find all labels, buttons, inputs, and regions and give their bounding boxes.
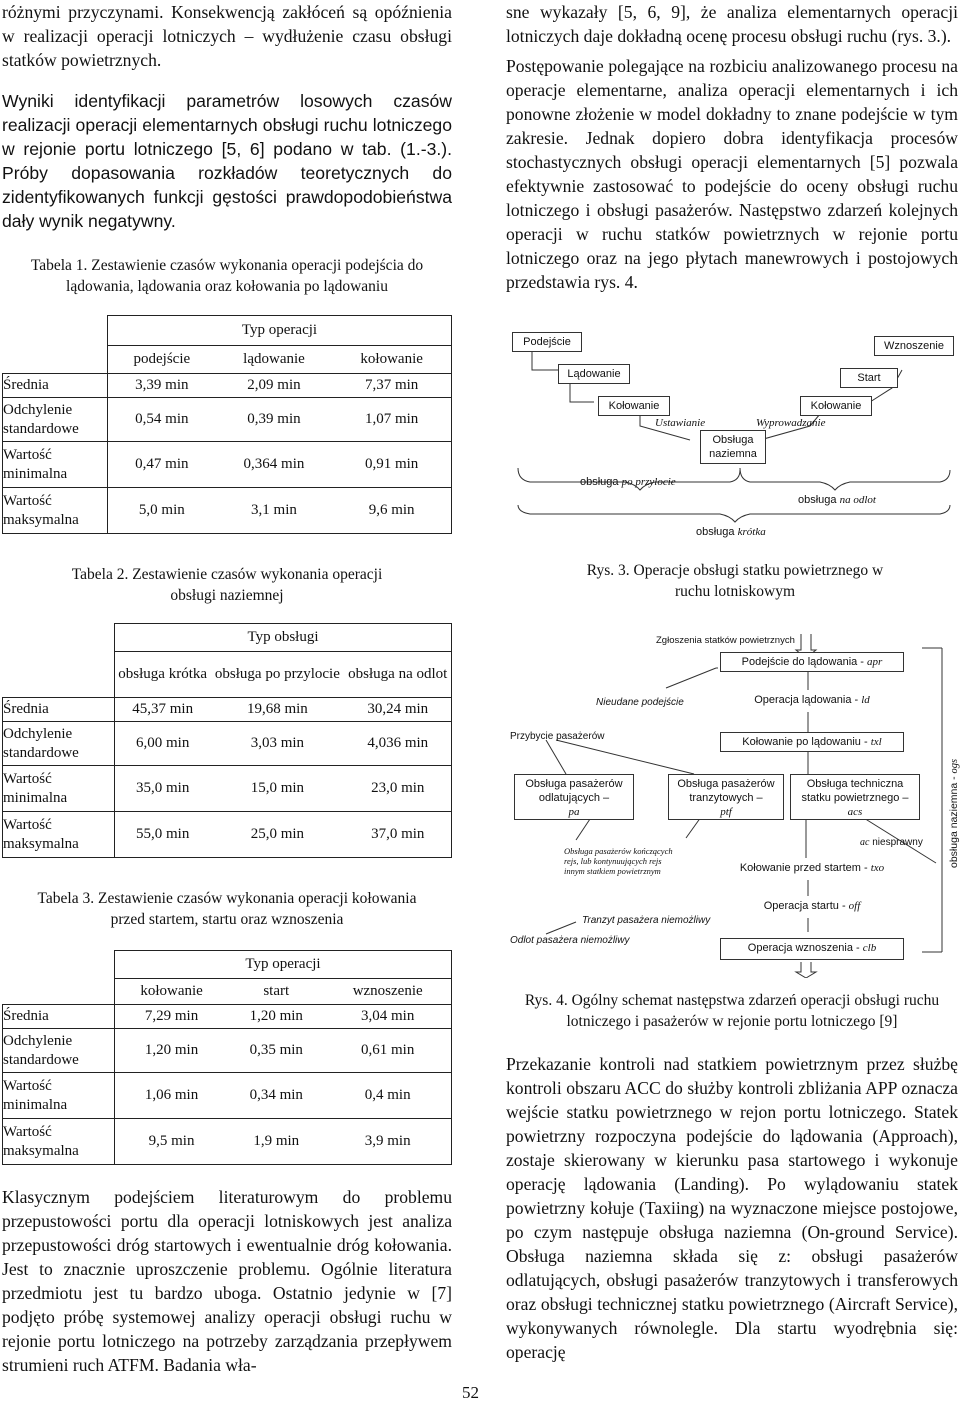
diagram-label-na-odlot: obsługa na odlot [798, 494, 876, 506]
table-row [3, 374, 452, 398]
figure-4-diagram [506, 628, 960, 978]
cell: 23,0 min [344, 766, 451, 812]
column-header: kołowanie [115, 979, 229, 1005]
data-table [2, 623, 452, 858]
cell: 1,20 min [115, 1029, 229, 1073]
paragraph [2, 89, 452, 233]
diagram-label-krotka: obsługa krótka [696, 526, 766, 538]
paragraph-sans: Wyniki identyfikacji parametrów losowych czasów realizacji operacji elementarnych obsługi ruchu lotniczego w rejonie portu lotniczego [5, 6] podano w tab. (1.-3.). [2, 91, 452, 159]
cell: 0,35 min [228, 1029, 324, 1073]
cell: 55,0 min [115, 812, 211, 858]
diagram-label-ac-niesprawny: ac niesprawny [860, 837, 923, 848]
cell: 0,4 min [324, 1073, 451, 1119]
diagram-box-taxi-in: Kołowanie po lądowaniu - txl [720, 732, 904, 752]
paragraph: sne wykazały [5, 6, 9], że analiza elementarnych operacji lotniczych daje dokładną ocenę procesu obsługi ruchu (rys. 3.). [506, 2, 958, 46]
cell: 1,06 min [115, 1073, 229, 1119]
data-table [2, 315, 452, 534]
diagram-label-ustawianie: Ustawianie [655, 417, 706, 429]
cell: 35,0 min [115, 766, 211, 812]
diagram-label-zgloszenia: Zgłoszenia statków powietrznych [656, 635, 795, 646]
cell: 0,364 min [216, 442, 333, 488]
cell: 1,9 min [228, 1119, 324, 1165]
cell: 3,04 min [324, 1005, 451, 1029]
table-row [3, 1119, 452, 1165]
diagram-box-transit-pax: Obsługa pasażerów tranzytowych – ptf [668, 774, 784, 820]
cell: 45,37 min [115, 698, 211, 722]
cell: 0,47 min [108, 442, 216, 488]
row-label: Wartość maksymalna [3, 812, 115, 858]
cell: 19,68 min [210, 698, 344, 722]
row-label: Odchylenie standardowe [3, 722, 115, 766]
diagram-label-tranzyt: Tranzyt pasażera niemożliwy [582, 915, 711, 926]
diagram-box-departing-pax: Obsługa pasażerów odlatujących – pa [514, 774, 634, 820]
diagram-box-ladowanie: Lądowanie [558, 364, 630, 384]
diagram-box-aircraft-service: Obsługa techniczna statku powietrznego – acs [790, 774, 920, 820]
paragraph-sans: Próby dopasowania rozkładów teoretycznych do zidentyfikowanych funkcji gęstości prawdopodobieństwa dały wynik negatywny. [2, 163, 452, 231]
table-group-header: Typ operacji [115, 951, 452, 979]
diagram-label-przybycie: Przybycie pasażerów [510, 731, 605, 742]
cell: 9,6 min [332, 488, 451, 534]
cell: 6,00 min [115, 722, 211, 766]
paragraph: Przekazanie kontroli nad statkiem powietrznym przez służbę kontroli obszaru ACC do służby kontroli zbliżania APP oznacza wejście statku powietrznego w rejon portu lotniczego. Statek powietrzny rozpoczyna podejście do lądowania (Approach), zostaje skierowany w kierunku pasa startowego i wykonuje operację lądowania (Landing). Po wylądowaniu statek powietrzny kołuje (Taxiing) na wyznaczone miejsce postojowe, po czym następuje obsługa naziemna (On-ground Service). Obsługa naziemna składa się z: obsługi pasażerów odlatujących, obsługi pasażerów tranzytowych i transferowych oraz obsługi technicznej statku powietrznego (Aircraft Service), wykonywanych równolegle. Dla startu wyodrębnia się: operację [506, 1054, 958, 1362]
cell: 1,07 min [332, 398, 451, 442]
column-header: lądowanie [216, 346, 333, 374]
table-row [3, 1029, 452, 1073]
table-row [3, 1073, 452, 1119]
right-column-lower [506, 1052, 958, 1364]
table-row [3, 812, 452, 858]
cell: 2,09 min [216, 374, 333, 398]
figure-caption: Rys. 3. Operacje obsługi statku powietrznego w ruchu lotniskowym [586, 562, 884, 600]
column-header: podejście [108, 346, 216, 374]
diagram-label-po-przylocie: obsługa po przylocie [580, 476, 676, 488]
diagram-box-landing: Operacja lądowania - ld [720, 690, 904, 712]
row-label: Wartość minimalna [3, 1073, 115, 1119]
diagram-box-taxi-out: Kołowanie przed startem - txo [720, 858, 904, 880]
cell: 0,54 min [108, 398, 216, 442]
cell: 0,91 min [332, 442, 451, 488]
table-caption: Tabela 3. Zestawienie czasów wykonania operacji kołowania przed startem, startu oraz wznoszenia [37, 890, 417, 928]
table-group-header: Typ obsługi [115, 624, 452, 652]
paragraph: różnymi przyczynami. Konsekwencją zakłóceń są opóźnienia w realizacji operacji lotniczych – wydłużenie czasu obsługi statków powietrznych. [2, 2, 452, 70]
cell: 3,9 min [324, 1119, 451, 1165]
figure-caption: Rys. 4. Ogólny schemat następstwa zdarzeń operacji obsługi ruchu lotniczego i pasażerów w rejonie portu lotniczego [9] [524, 992, 940, 1030]
diagram-box-approach: Podejście do lądowania - apr [720, 652, 904, 672]
diagram-box-podejscie: Podejście [512, 332, 582, 352]
cell: 3,39 min [108, 374, 216, 398]
cell: 4,036 min [344, 722, 451, 766]
cell: 0,39 min [216, 398, 333, 442]
cell: 0,61 min [324, 1029, 451, 1073]
diagram-box-climb: Operacja wznoszenia - clb [720, 938, 904, 960]
row-label: Wartość maksymalna [3, 1119, 115, 1165]
cell: 3,1 min [216, 488, 333, 534]
cell: 25,0 min [210, 812, 344, 858]
cell: 30,24 min [344, 698, 451, 722]
diagram-box-kolowanie-start: Kołowanie [800, 396, 872, 416]
column-header: obsługa krótka [115, 652, 211, 698]
diagram-label-nieudane: Nieudane podejście [596, 697, 684, 708]
table-row [3, 766, 452, 812]
column-header: obsługa na odlot [344, 652, 451, 698]
cell: 7,29 min [115, 1005, 229, 1029]
diagram-label-obsluga-naziemna: obsługa naziemna - ogs [948, 758, 960, 868]
cell: 5,0 min [108, 488, 216, 534]
diagram-label-odlot: Odlot pasażera niemożliwy [510, 935, 630, 946]
table-row [3, 442, 452, 488]
cell: 7,37 min [332, 374, 451, 398]
diagram-box-wznoszenie: Wznoszenie [874, 336, 954, 356]
diagram-label-wyprowadzanie: Wyprowadzanie [756, 417, 826, 429]
left-column [2, 0, 452, 1377]
diagram-label-konczacych: Obsługa pasażerów kończących rejs, lub kontynuujących rejs innym statkiem powietrznym [564, 846, 673, 876]
row-label: Wartość minimalna [3, 766, 115, 812]
table-row [3, 722, 452, 766]
diagram-box-takeoff: Operacja startu - off [720, 896, 904, 918]
row-label: Odchylenie standardowe [3, 1029, 115, 1073]
table-row [3, 1005, 452, 1029]
cell: 0,34 min [228, 1073, 324, 1119]
column-header: start [228, 979, 324, 1005]
column-header: obsługa po przylocie [210, 652, 344, 698]
table-row [3, 398, 452, 442]
table-caption: Tabela 2. Zestawienie czasów wykonania operacji obsługi naziemnej [71, 566, 383, 604]
column-header: wznoszenie [324, 979, 451, 1005]
diagram-box-start: Start [840, 368, 898, 388]
paragraph: Postępowanie polegające na rozbiciu analizowanego procesu na operacje elementarne, analiza operacji elementarnych i ich ponowne złożenie w model dokładny to znane podejście w tym zakresie. Jednak dopiero dobra identyfikacja procesów stochastycznych obsługi operacji elementarnych [5] pozwala efektywnie zastosować to podejście do oceny obsługi ruchu lotniczego i obsługi pasażerów. Następstwo zdarzeń kolejnych operacji w ruchu statków powietrznych w rejonie portu lotniczego oraz na jego płytach manewrowych i postojowych przedstawia rys. 4. [506, 56, 958, 292]
paragraph: Klasycznym podejściem literaturowym do problemu przepustowości portu dla operacji lotniskowych jest analiza przepustowości dróg startowych i ewentualnie dróg kołowania. Jest to znacznie uproszczenie problemu. Ogólnie literatura przedmiotu jest tu bardzo uboga. Ostatnio jedynie w [7] podjęto próbę systemowej analizy operacji obsługi ruchu w rejonie portu lotniczego na potrzeby zarządzania przepływem strumieni ruch ATFM. Badania wła- [2, 1187, 452, 1375]
cell: 9,5 min [115, 1119, 229, 1165]
row-label: Wartość minimalna [3, 442, 108, 488]
row-label: Wartość maksymalna [3, 488, 108, 534]
table-row [3, 488, 452, 534]
data-table [2, 950, 452, 1165]
diagram-box-kolowanie: Kołowanie [598, 396, 670, 416]
row-label: Średnia [3, 374, 108, 398]
diagram-box-obsluga-naziemna: Obsługa naziemna [700, 430, 766, 464]
row-label: Średnia [3, 1005, 115, 1029]
page-number: 52 [462, 1383, 479, 1402]
column-header: kołowanie [332, 346, 451, 374]
row-label: Odchylenie standardowe [3, 398, 108, 442]
row-label: Średnia [3, 698, 115, 722]
table-row [3, 698, 452, 722]
table-caption: Tabela 1. Zestawienie czasów wykonania operacji podejścia do lądowania, lądowania oraz kołowania po lądowaniu [30, 257, 424, 295]
table-group-header: Typ operacji [108, 316, 452, 346]
cell: 15,0 min [210, 766, 344, 812]
cell: 1,20 min [228, 1005, 324, 1029]
right-column [506, 0, 958, 294]
cell: 37,0 min [344, 812, 451, 858]
figure-3-diagram [510, 330, 956, 538]
cell: 3,03 min [210, 722, 344, 766]
